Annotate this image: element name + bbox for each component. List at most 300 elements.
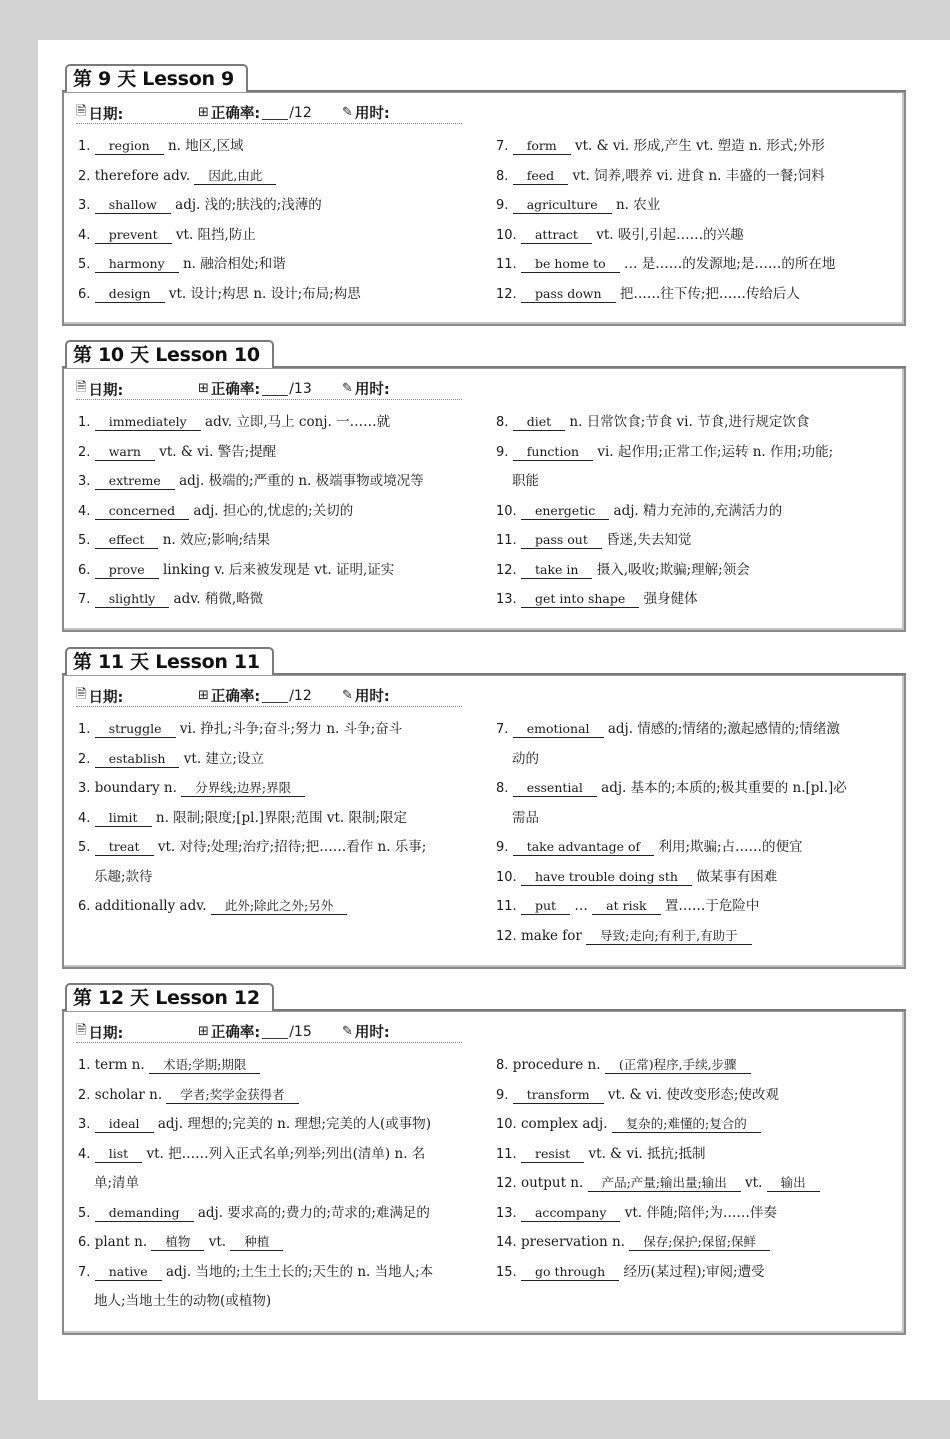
answer-blank: concerned: [95, 502, 189, 520]
definition: vt. 阻挡,防止: [175, 226, 256, 243]
definition: adv. 立即,马上 conj. 一……就: [205, 414, 391, 430]
word-prompt: additionally adv.: [94, 898, 207, 914]
meta-row: [64, 92, 904, 126]
answer-blank: agriculture: [513, 196, 612, 214]
answer-blank-2: 种植: [230, 1233, 283, 1251]
answer-blank: shallow: [95, 196, 171, 214]
accuracy-total: /15: [289, 1023, 312, 1040]
word-prompt: boundary n.: [94, 780, 177, 796]
item-number: 8.: [496, 1058, 509, 1073]
lesson-tab-row: [62, 64, 906, 92]
word-prompt: make for: [520, 927, 582, 944]
answer-blank: design: [95, 285, 165, 303]
vocab-item: [496, 1169, 896, 1199]
definition: vt. 对待;处理;治疗;招待;把……看作 n. 乐事;: [157, 839, 427, 855]
definition-continued: 需品: [512, 809, 539, 826]
item-number: 4.: [78, 503, 91, 519]
item-number: 12.: [496, 562, 517, 578]
definition-continued: 单;清单: [94, 1175, 140, 1191]
item-number: 5.: [78, 1205, 91, 1221]
vocab-item: [78, 408, 478, 438]
answer-blank: establish: [95, 750, 180, 768]
item-number: 12.: [496, 1176, 517, 1191]
item-number: 12.: [496, 286, 517, 302]
answer-blank: warn: [95, 443, 155, 461]
item-number: 9.: [496, 840, 509, 855]
lesson-box: [62, 368, 906, 632]
answer-blank: 学者;奖学金获得者: [166, 1086, 298, 1104]
item-number: 1.: [78, 139, 91, 154]
answer-blank: treat: [95, 838, 154, 856]
answer-blank: pass out: [521, 531, 602, 549]
item-number: 8.: [496, 781, 509, 796]
time-label: 用时:: [354, 382, 390, 398]
item-number: 7.: [496, 139, 509, 154]
calendar-icon: 🗎: [76, 104, 87, 119]
vocab-item: [496, 774, 896, 804]
meta-row: [64, 1011, 904, 1045]
item-number: 9.: [496, 1087, 509, 1103]
answer-blank: attract: [521, 226, 592, 244]
accuracy-label: 正确率:: [210, 106, 261, 122]
item-number: 3.: [78, 1117, 91, 1132]
definition: adj. 理想的;完美的 n. 理想;完美的人(或事物): [157, 1116, 432, 1132]
connector: …: [574, 898, 588, 914]
item-number: 2.: [78, 444, 91, 460]
left-column: [78, 715, 478, 922]
vocab-item: [78, 1110, 478, 1140]
definition-continued: 乐趣;款待: [94, 868, 153, 885]
vocab-item: [496, 863, 896, 893]
vocab-item: [78, 1258, 478, 1288]
answer-blank: form: [513, 137, 571, 155]
answer-blank: region: [95, 137, 164, 155]
vocab-item: [78, 1051, 478, 1081]
pen-icon: ✎: [342, 1024, 353, 1039]
answer-blank: 因此,由此: [194, 167, 276, 185]
date-field: [76, 102, 123, 124]
accuracy-field: [198, 102, 312, 123]
item-number: 5.: [78, 533, 91, 548]
answer-blank: get into shape: [521, 590, 639, 608]
vocab-item: [78, 162, 478, 192]
item-number: 7.: [496, 722, 509, 737]
answer-blank-2: 输出: [767, 1174, 820, 1192]
word-prompt: scholar n.: [94, 1086, 163, 1103]
answer-blank-2: at risk: [592, 897, 660, 915]
definition: 置……于危险中: [664, 898, 760, 914]
answer-blank: list: [95, 1145, 142, 1163]
answer-blank: feed: [513, 167, 568, 185]
word-prompt: term n.: [94, 1057, 145, 1073]
vocab-item: [496, 922, 896, 952]
lesson-tab: [65, 647, 274, 675]
day-label: 第 9 天: [73, 68, 136, 90]
answer-blank: 复杂的;难懂的;复合的: [612, 1115, 761, 1133]
definition: linking v. 后来被发现是 vt. 证明,证实: [162, 561, 395, 578]
answer-blank: be home to: [521, 255, 620, 273]
vocab-item: [78, 250, 478, 280]
day-label: 第 12 天: [73, 987, 149, 1009]
answer-blank: 此外;除此之外;另外: [211, 897, 347, 915]
definition: adj. 当地的;土生土长的;天生的 n. 当地人;本: [165, 1263, 434, 1280]
date-label: 日期:: [88, 382, 124, 399]
item-number: 5.: [78, 840, 91, 855]
item-number: 3.: [78, 781, 91, 796]
left-column: [78, 132, 478, 309]
accuracy-total: /13: [289, 380, 312, 397]
definition: adv. 稍微,略微: [173, 591, 264, 607]
date-field: [76, 685, 123, 707]
dotted-divider: [76, 123, 462, 124]
vocab-item: [78, 497, 478, 527]
definition: adj. 基本的;本质的;极其重要的 n.[pl.]必: [601, 780, 847, 796]
accuracy-field: [198, 685, 312, 706]
vocab-item: [496, 1258, 896, 1288]
date-field: [76, 1021, 123, 1043]
answer-blank: pass down: [521, 285, 616, 303]
accuracy-blank[interactable]: [262, 1024, 288, 1039]
definition-continued: 动的: [512, 750, 539, 767]
item-number: 3.: [78, 474, 91, 489]
accuracy-label: 正确率:: [210, 689, 261, 705]
lesson-title: Lesson 9: [142, 68, 234, 90]
grid-icon: ⊞: [198, 105, 209, 120]
definition: vt. & vi. 形成,产生 vt. 塑造 n. 形式;外形: [574, 138, 825, 154]
left-column: [78, 408, 478, 615]
item-number: 5.: [78, 257, 91, 272]
definition: n. 效应;影响;结果: [162, 532, 271, 548]
answer-blank: native: [95, 1263, 162, 1281]
vocab-item: [496, 438, 896, 468]
word-prompt: output n.: [520, 1175, 584, 1191]
vocab-item: [496, 497, 896, 527]
item-number: 9.: [496, 444, 509, 460]
accuracy-field: [198, 1021, 312, 1042]
time-field: [342, 102, 390, 123]
definition: adj. 要求高的;费力的;苛求的;难满足的: [197, 1204, 430, 1221]
word-prompt: plant n.: [94, 1234, 148, 1250]
definition: 做某事有困难: [696, 868, 778, 885]
definition: 强身健体: [643, 591, 698, 607]
item-number: 14.: [496, 1235, 517, 1250]
time-field: [342, 378, 390, 399]
lesson-box: [62, 92, 906, 326]
definition-continued: 地人;当地土生的动物(或植物): [94, 1293, 272, 1309]
dotted-divider: [76, 399, 462, 400]
right-column: [496, 1051, 896, 1287]
meta-row: [64, 675, 904, 709]
definition-continued: 职能: [512, 473, 539, 489]
answer-blank: 术语;学期;期限: [149, 1056, 260, 1074]
time-field: [342, 1021, 390, 1042]
item-number: 2.: [78, 751, 91, 767]
item-number: 6.: [78, 562, 91, 578]
item-number: 6.: [78, 1235, 91, 1250]
answer-blank: 植物: [151, 1233, 204, 1251]
pen-icon: ✎: [342, 381, 353, 396]
date-field: [76, 378, 123, 400]
item-number: 12.: [496, 928, 517, 944]
lesson-section: [62, 64, 906, 326]
vocab-item: [78, 191, 478, 221]
item-number: 8.: [496, 415, 509, 430]
lesson-tab-row: [62, 340, 906, 368]
lesson-tab: [65, 983, 274, 1011]
item-number: 2.: [78, 1087, 91, 1103]
item-number: 6.: [78, 899, 91, 914]
vocab-item: [496, 585, 896, 615]
vocab-item: [78, 1140, 478, 1170]
definition: vt. & vi. 警告;提醒: [159, 443, 277, 460]
answer-blank: (正常)程序,手续,步骤: [605, 1056, 751, 1074]
item-number: 11.: [496, 533, 517, 548]
answer-blank: 保存;保护;保留;保鲜: [629, 1233, 770, 1251]
answer-blank: have trouble doing sth: [521, 868, 692, 886]
date-label: 日期:: [88, 1025, 124, 1042]
answer-blank: ideal: [95, 1115, 154, 1133]
item-number: 1.: [78, 722, 91, 737]
vocab-item: [78, 804, 478, 834]
answer-blank: prevent: [95, 226, 172, 244]
vocab-item: [496, 715, 896, 745]
answer-blank: 产品;产量;输出量;输出: [588, 1174, 741, 1192]
item-number: 4.: [78, 810, 91, 826]
vocab-item: [78, 526, 478, 556]
vocab-item: [78, 585, 478, 615]
right-column: [496, 408, 896, 615]
definition: adj. 担心的,忧虑的;关切的: [193, 502, 354, 519]
definition: n. 地区,区域: [167, 138, 244, 154]
definition: n. 限制;限度;[pl.]界限;范围 vt. 限制;限定: [155, 809, 408, 826]
day-label: 第 11 天: [73, 651, 149, 673]
definition: vt. 设计;构思 n. 设计;布局;构思: [168, 285, 361, 302]
accuracy-blank[interactable]: [262, 381, 288, 396]
definition: n. 融洽相处;和谐: [182, 256, 286, 272]
answer-blank: immediately: [95, 413, 201, 431]
item-number: 11.: [496, 1146, 517, 1162]
definition: … 是……的发源地;是……的所在地: [624, 256, 836, 272]
answer-blank: accompany: [521, 1204, 620, 1222]
accuracy-field: [198, 378, 312, 399]
definition: vt. & vi. 抵抗;抵制: [588, 1145, 706, 1162]
vocab-item: [78, 1199, 478, 1229]
item-number: 10.: [496, 227, 517, 243]
calendar-icon: 🗎: [76, 380, 87, 395]
vocab-item: [496, 162, 896, 192]
lesson-section: [62, 983, 906, 1335]
calendar-icon: 🗎: [76, 1023, 87, 1038]
lesson-box: [62, 1011, 906, 1335]
item-number: 1.: [78, 1058, 91, 1073]
definition: 把……往下传;把……传给后人: [619, 285, 800, 302]
definition: adj. 极端的;严重的 n. 极端事物或境况等: [179, 473, 424, 489]
vocab-item: [78, 280, 478, 310]
definition: vt. 建立;设立: [183, 750, 264, 767]
answer-blank: effect: [95, 531, 159, 549]
accuracy-blank[interactable]: [262, 688, 288, 703]
right-column: [496, 132, 896, 309]
word-prompt: procedure n.: [512, 1057, 601, 1073]
vocab-item: [496, 526, 896, 556]
item-number: 11.: [496, 899, 517, 914]
definition: 经历(某过程);审阅;遭受: [623, 1263, 765, 1280]
accuracy-label: 正确率:: [210, 1025, 261, 1041]
item-number: 3.: [78, 198, 91, 213]
item-number: 10.: [496, 503, 517, 519]
vocab-item: [496, 1228, 896, 1258]
definition: n. 日常饮食;节食 vi. 节食,进行规定饮食: [569, 414, 810, 430]
time-field: [342, 685, 390, 706]
vocab-item: [78, 221, 478, 251]
vocab-item: [78, 1228, 478, 1258]
item-number: 13.: [496, 1205, 517, 1221]
accuracy-label: 正确率:: [210, 382, 261, 398]
calendar-icon: 🗎: [76, 687, 87, 702]
vocab-item: [496, 833, 896, 863]
lesson-tab-row: [62, 983, 906, 1011]
vocab-item: [496, 892, 896, 922]
dotted-divider: [76, 1042, 462, 1043]
vocab-item: [496, 250, 896, 280]
item-number: 6.: [78, 286, 91, 302]
answer-blank: harmony: [95, 255, 179, 273]
grid-icon: ⊞: [198, 381, 209, 396]
answer-blank: slightly: [95, 590, 170, 608]
connector: vt.: [208, 1234, 227, 1250]
grid-icon: ⊞: [198, 688, 209, 703]
time-label: 用时:: [354, 689, 390, 705]
left-column: [78, 1051, 478, 1317]
dotted-divider: [76, 706, 462, 707]
date-label: 日期:: [88, 689, 124, 706]
answer-blank: take advantage of: [513, 838, 654, 856]
lesson-box: [62, 675, 906, 969]
item-number: 2.: [78, 168, 91, 184]
answer-blank: transform: [513, 1086, 604, 1104]
meta-row: [64, 368, 904, 402]
definition: 利用;欺骗;占……的便宜: [658, 839, 803, 855]
answer-blank: resist: [521, 1145, 584, 1163]
answer-blank: put: [521, 897, 570, 915]
vocab-item: [496, 408, 896, 438]
answer-blank: 分界线;边界;界限: [181, 779, 305, 797]
vocab-item: [78, 715, 478, 745]
vocab-item: [496, 221, 896, 251]
vocab-item: [78, 1081, 478, 1111]
vocab-item: [496, 1140, 896, 1170]
item-number: 11.: [496, 257, 517, 272]
word-prompt: therefore adv.: [94, 167, 191, 184]
item-number: 4.: [78, 227, 91, 243]
lesson-section: [62, 340, 906, 632]
answer-blank: go through: [521, 1263, 619, 1281]
answer-blank: extreme: [95, 472, 175, 490]
pen-icon: ✎: [342, 688, 353, 703]
vocab-item: [496, 191, 896, 221]
item-number: 9.: [496, 198, 509, 213]
item-number: 4.: [78, 1146, 91, 1162]
time-label: 用时:: [354, 106, 390, 122]
accuracy-total: /12: [289, 104, 312, 121]
vocab-item: [496, 1110, 896, 1140]
definition: adj. 情感的;情绪的;激起感情的;情绪激: [607, 721, 840, 737]
answer-blank: emotional: [513, 720, 604, 738]
definition: adj. 精力充沛的,充满活力的: [613, 502, 783, 519]
answer-blank: 导致;走向;有利于,有助于: [586, 927, 751, 945]
vocab-item: [496, 556, 896, 586]
connector: vt.: [745, 1175, 763, 1191]
vocab-item: [78, 833, 478, 863]
answer-blank: function: [513, 443, 593, 461]
vocab-item: [496, 280, 896, 310]
vocab-item: [78, 745, 478, 775]
item-number: 7.: [78, 1264, 91, 1280]
word-prompt: complex adj.: [520, 1116, 608, 1132]
lesson-tab: [65, 64, 248, 92]
answer-blank: take in: [521, 561, 592, 579]
vocab-item: [78, 467, 478, 497]
vocab-item: [78, 132, 478, 162]
accuracy-total: /12: [289, 687, 312, 704]
item-number: 1.: [78, 415, 91, 430]
pen-icon: ✎: [342, 105, 353, 120]
right-column: [496, 715, 896, 951]
definition: adj. 浅的;肤浅的;浅薄的: [175, 197, 322, 213]
vocab-item: [78, 556, 478, 586]
item-number: 15.: [496, 1264, 517, 1280]
day-label: 第 10 天: [73, 344, 149, 366]
answer-blank: energetic: [521, 502, 609, 520]
lesson-tab: [65, 340, 274, 368]
lesson-title: Lesson 11: [155, 651, 260, 673]
definition: n. 农业: [615, 197, 661, 213]
definition: vt. 吸引,引起……的兴趣: [596, 226, 744, 243]
vocab-item: [78, 438, 478, 468]
item-number: 10.: [496, 869, 517, 885]
answer-blank: diet: [513, 413, 565, 431]
vocab-item: [78, 892, 478, 922]
answer-blank: essential: [513, 779, 597, 797]
accuracy-blank[interactable]: [262, 105, 288, 120]
vocab-item: [496, 1051, 896, 1081]
item-number: 7.: [78, 592, 91, 607]
answer-blank: prove: [95, 561, 159, 579]
vocab-item: [496, 1081, 896, 1111]
item-number: 10.: [496, 1117, 517, 1132]
answer-blank: struggle: [95, 720, 176, 738]
lesson-title: Lesson 10: [155, 344, 260, 366]
definition: vt. 伴随;陪伴;为……伴奏: [624, 1204, 777, 1221]
item-number: 8.: [496, 168, 509, 184]
lesson-title: Lesson 12: [155, 987, 260, 1009]
time-label: 用时:: [354, 1025, 390, 1041]
vocab-item: [78, 774, 478, 804]
item-number: 13.: [496, 592, 517, 607]
answer-blank: demanding: [95, 1204, 194, 1222]
lesson-section: [62, 647, 906, 969]
definition: 昏迷,失去知觉: [606, 532, 692, 548]
date-label: 日期:: [88, 106, 124, 123]
definition: vt. 饲养,喂养 vi. 进食 n. 丰盛的一餐;饲料: [572, 167, 825, 184]
definition: vt. & vi. 使改变形态;使改观: [607, 1086, 779, 1103]
definition: vi. 挣扎;斗争;奋斗;努力 n. 斗争;奋斗: [179, 721, 403, 737]
definition: 摄入,吸收;欺骗;理解;领会: [596, 561, 750, 578]
definition: vi. 起作用;正常工作;运转 n. 作用;功能;: [597, 443, 834, 460]
grid-icon: ⊞: [198, 1024, 209, 1039]
lesson-tab-row: [62, 647, 906, 675]
vocab-item: [496, 1199, 896, 1229]
